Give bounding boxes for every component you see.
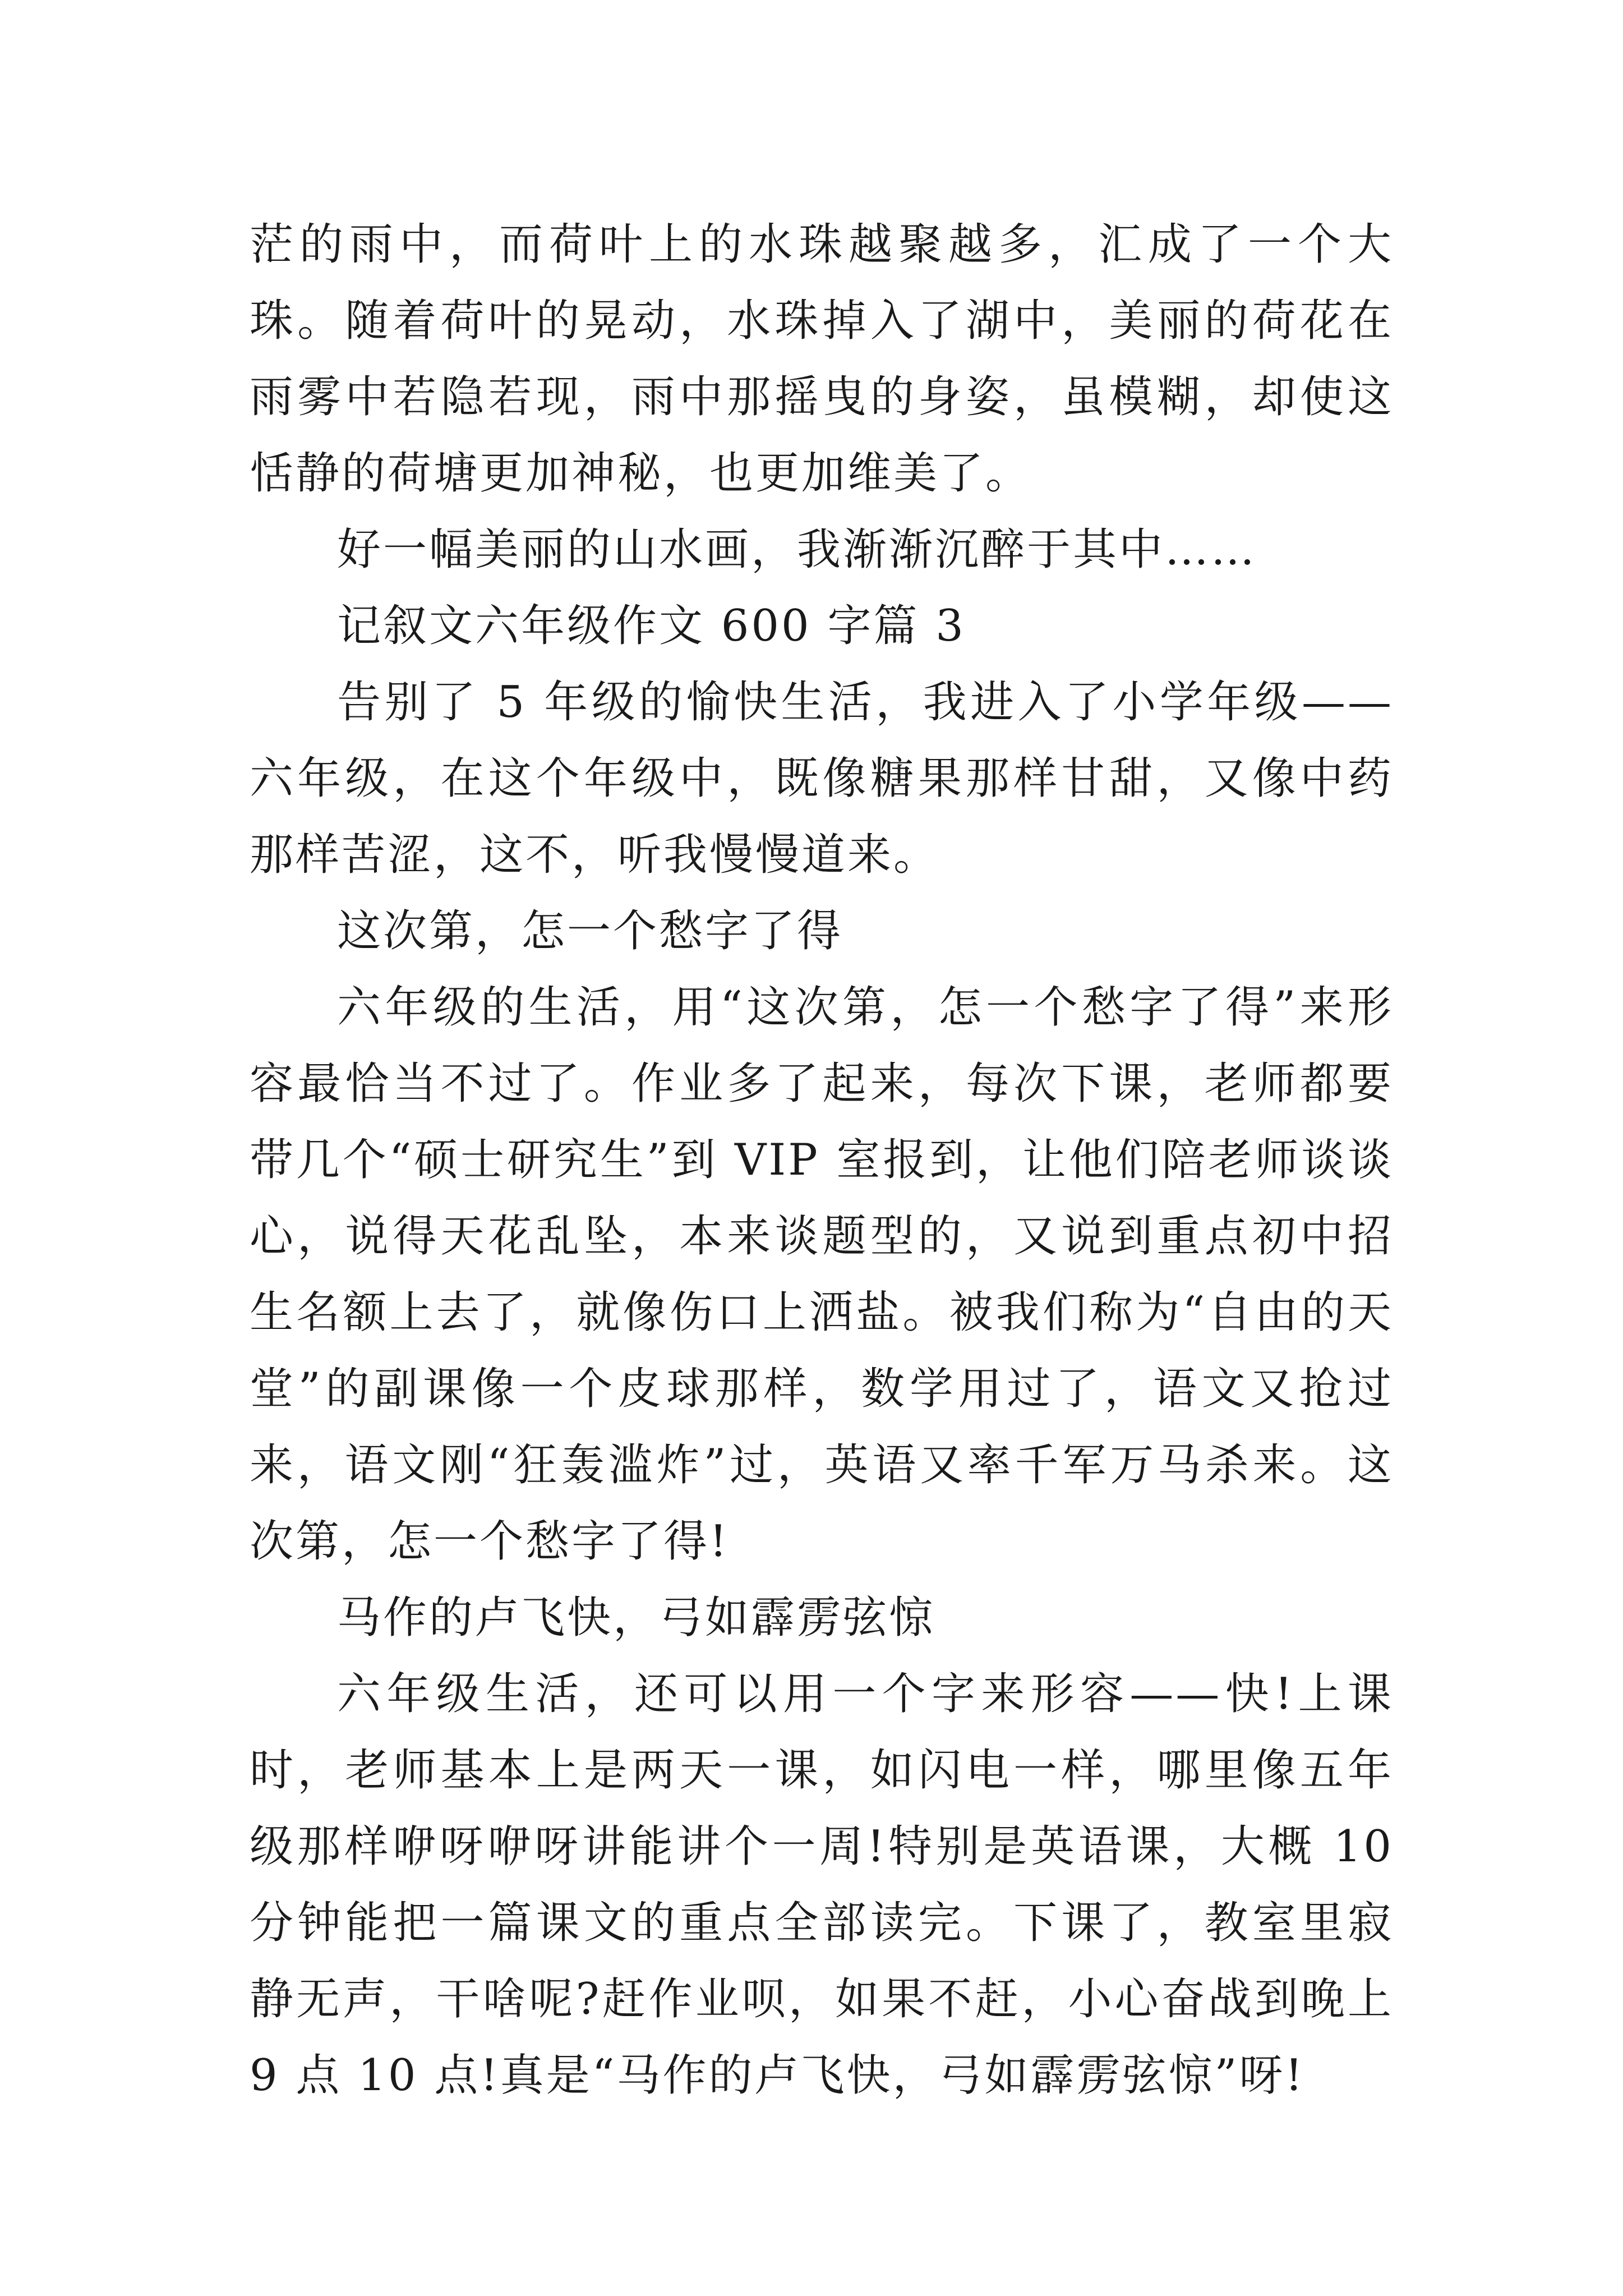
document-body xyxy=(250,206,1394,2114)
paragraph-4: 六年级的生活，用“这次第，怎一个愁字了得”来形容最恰当不过了。作业多了起来，每次下课，老师都要带几个“硕士研究生”到 VIP 室报到，让他们陪老师谈谈心，说得天花乱坠，本来谈题型的，又说到重点初中招生名额上去了，就像伤口上洒盐。被我们称为“自由的天堂”的副课像一个皮球那样，数学用过了，语文又抢过来，语文刚“狂轰滥炸”过，英语又率千军万马杀来。这次第，怎一个愁字了得! xyxy=(250,982,1394,1567)
section-title: 记叙文六年级作文 600 字篇 3 xyxy=(337,601,966,651)
paragraph-5: 六年级生活，还可以用一个字来形容——快!上课时，老师基本上是两天一课，如闪电一样，哪里像五年级那样咿呀咿呀讲能讲个一周!特别是英语课，大概 10 分钟能把一篇课文的重点全部读完。下课了，教室里寂静无声，干啥呢?赶作业呗，如果不赶，小心奋战到晚上 9 点 10 点!真是“马作的卢飞快，弓如霹雳弦惊”呀! xyxy=(250,1669,1394,2101)
subheading-2: 马作的卢飞快，弓如霹雳弦惊 xyxy=(337,1593,935,1643)
paragraph-3: 告别了 5 年级的愉快生活，我进入了小学年级——六年级，在这个年级中，既像糖果那样甘甜，又像中药那样苦涩，这不，听我慢慢道来。 xyxy=(250,677,1394,880)
subheading-1: 这次第，怎一个愁字了得 xyxy=(337,906,843,956)
paragraph-1: 茫的雨中，而荷叶上的水珠越聚越多，汇成了一个大珠。随着荷叶的晃动，水珠掉入了湖中，美丽的荷花在雨雾中若隐若现，雨中那摇曳的身姿，虽模糊，却使这恬静的荷塘更加神秘，也更加维美了。 xyxy=(250,219,1394,499)
paragraph-2: 好一幅美丽的山水画，我渐渐沉醉于其中…… xyxy=(337,524,1257,575)
